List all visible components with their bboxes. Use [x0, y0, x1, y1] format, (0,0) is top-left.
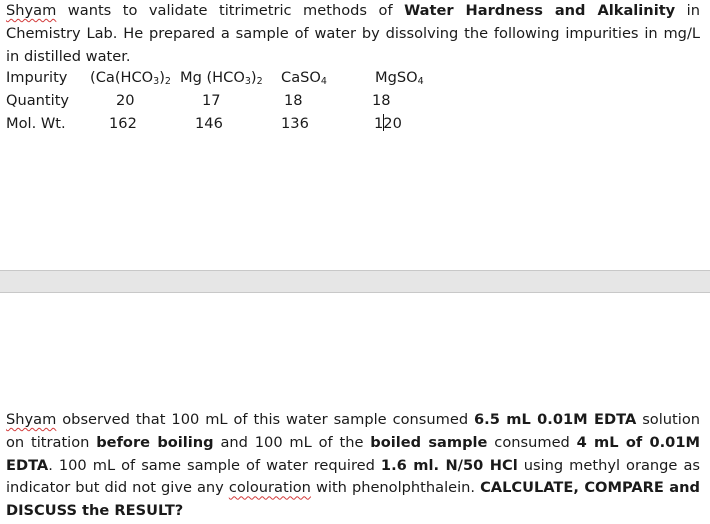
impurity-quantity: 18	[284, 92, 303, 109]
spellcheck-flagged-word[interactable]: Shyam	[6, 2, 57, 19]
impurity-mol-wt: 146	[195, 115, 223, 132]
impurity-quantity: 18	[372, 92, 391, 109]
intro-text-continued: in Chemistry Lab. He prepared a sample of water by dissolving the following impurities in mg/L in distilled water.	[6, 2, 700, 65]
intro-bold-topic: Water Hardness and Alkalinity	[404, 2, 676, 19]
impurity-formula: Mg $(HCO_3)_2$	[180, 69, 263, 87]
problem-intro-paragraph[interactable]	[6, 0, 700, 68]
impurity-quantity: 20	[116, 92, 135, 109]
impurity-formula: ($Ca(HCO_3)_2$	[90, 69, 171, 87]
impurity-table	[6, 67, 446, 136]
impurity-mol-wt[interactable]: 120	[374, 115, 402, 132]
impurity-formula: MgSO$_4$	[375, 69, 424, 87]
spellcheck-flagged-word[interactable]: Shyam	[6, 411, 57, 428]
impurity-mol-wt: 162	[109, 115, 137, 132]
impurity-formula: CaSO$_4$	[281, 69, 327, 87]
intro-text: wants to validate titrimetric methods of	[56, 2, 405, 19]
document-page-2[interactable]	[0, 293, 710, 524]
impurity-quantity: 17	[202, 92, 221, 109]
row-label-quantity: Quantity	[6, 92, 70, 109]
row-label-impurity: Impurity	[6, 69, 68, 86]
question-prompt: CALCULATE, COMPARE and DISCUSS the RESULT?	[6, 479, 700, 520]
row-label-mol-wt: Mol. Wt.	[6, 115, 66, 132]
observation-paragraph[interactable]: Shyam observed that 100 mL of this water sample consumed 6.5 mL 0.01M EDTA solution on titration before boiling and 100 mL of the boiled sample consumed 4 mL of 0.01M EDTA. 100 mL of same sample of water required 1.6 ml. N/50 HCl using methyl orange as indicator but did not give any colouration with phenolphthalein. CALCULATE, COMPARE and DISCUSS the RESULT?	[6, 411, 701, 520]
impurity-mol-wt: 136	[281, 115, 309, 132]
spellcheck-flagged-word[interactable]: colouration	[228, 479, 311, 497]
page-break-gap	[0, 270, 710, 293]
